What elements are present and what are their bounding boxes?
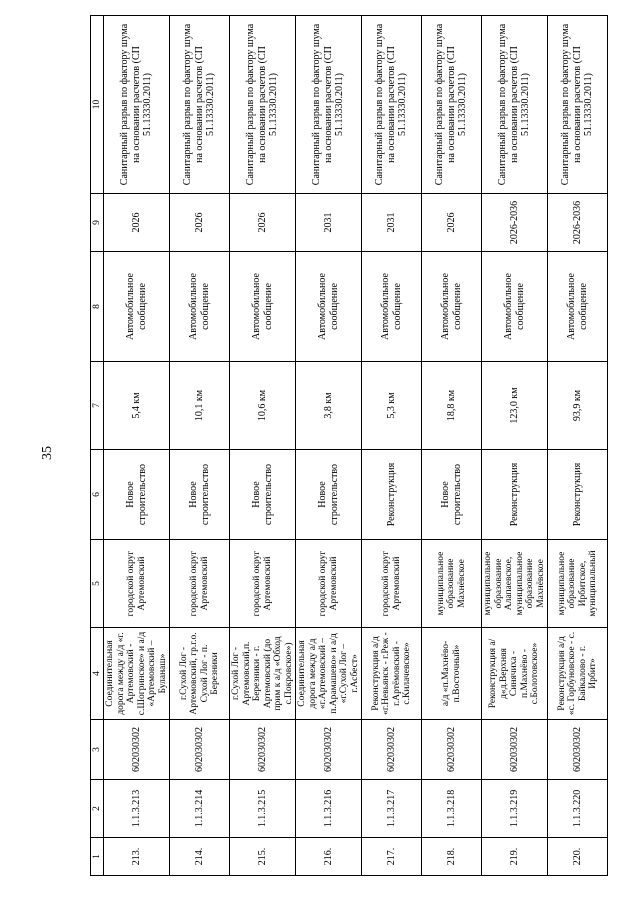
- year: 2031: [362, 194, 422, 252]
- object-name: Реконструкция а/д «г.Невьянск - г.Реж - г.Артёмовский - с.Килачевское»: [362, 628, 422, 720]
- row-number: 214.: [170, 838, 230, 876]
- length: 3,8 км: [296, 362, 362, 450]
- rotated-table-container: [90, 16, 598, 876]
- note: Санитарный разрыв по фактору шума на основании расчетов (СП 51.13330.2011): [548, 16, 608, 194]
- length: 18,8 км: [422, 362, 482, 450]
- work-type: Новое строительство: [296, 450, 362, 540]
- note: Санитарный разрыв по фактору шума на основании расчетов (СП 51.13330.2011): [362, 16, 422, 194]
- object-name: Соединительная дорога между а/д «г. Артемовский - с.Шогринское» и а/д «Артемовский – Буланаш»: [104, 628, 170, 720]
- object-code: 1.1.3.218: [422, 780, 482, 838]
- purpose: Автомобильное сообщение: [296, 252, 362, 362]
- row-number: 217.: [362, 838, 422, 876]
- work-type: Новое строительство: [230, 450, 296, 540]
- header-cell: 3: [91, 720, 104, 780]
- header-cell: 5: [91, 540, 104, 628]
- row-number: 213.: [104, 838, 170, 876]
- page-number: 35: [40, 446, 55, 460]
- header-cell: 10: [91, 16, 104, 194]
- note: Санитарный разрыв по фактору шума на основании расчетов (СП 51.13330.2011): [104, 16, 170, 194]
- okato-code: 602030302: [104, 720, 170, 780]
- okato-code: 602030302: [170, 720, 230, 780]
- table-row: [170, 16, 230, 876]
- object-code: 1.1.3.213: [104, 780, 170, 838]
- table-row: [230, 16, 296, 876]
- object-name: г.Сухой Лог - Артемовский, гр.г.о. Сухой Лог - п. Березники: [170, 628, 230, 720]
- okato-code: 602030302: [422, 720, 482, 780]
- year: 2026-2036: [482, 194, 548, 252]
- location: городской округ Артемовский: [296, 540, 362, 628]
- location: городской округ Артемовский: [104, 540, 170, 628]
- length: 10,1 км: [170, 362, 230, 450]
- okato-code: 602030302: [482, 720, 548, 780]
- note: Санитарный разрыв по фактору шума на основании расчетов (СП 51.13330.2011): [482, 16, 548, 194]
- year: 2026: [104, 194, 170, 252]
- year: 2026-2036: [548, 194, 608, 252]
- okato-code: 602030302: [230, 720, 296, 780]
- table-row: [296, 16, 362, 876]
- object-code: 1.1.3.220: [548, 780, 608, 838]
- purpose: Автомобильное сообщение: [230, 252, 296, 362]
- header-cell: 9: [91, 194, 104, 252]
- header-cell: 8: [91, 252, 104, 362]
- year: 2026: [230, 194, 296, 252]
- purpose: Автомобильное сообщение: [170, 252, 230, 362]
- purpose: Автомобильное сообщение: [482, 252, 548, 362]
- header-cell: 6: [91, 450, 104, 540]
- purpose: Автомобильное сообщение: [362, 252, 422, 362]
- purpose: Автомобильное сообщение: [422, 252, 482, 362]
- row-number: 215.: [230, 838, 296, 876]
- object-name: Соединительная дорога между а/д «г.Артемовский – п.Арамашево» и а/д «г.Сухой Лог – г.Асбест»: [296, 628, 362, 720]
- table-row: [482, 16, 548, 876]
- length: 123,0 км: [482, 362, 548, 450]
- row-number: 218.: [422, 838, 482, 876]
- note: Санитарный разрыв по фактору шума на основании расчетов (СП 51.13330.2011): [170, 16, 230, 194]
- okato-code: 602030302: [296, 720, 362, 780]
- table-row: [362, 16, 422, 876]
- header-row: [91, 16, 104, 876]
- object-code: 1.1.3.217: [362, 780, 422, 838]
- location: муниципальное образование Алапаевское, муниципальное образование Махнёвское: [482, 540, 548, 628]
- header-cell: 2: [91, 780, 104, 838]
- table-row: [422, 16, 482, 876]
- length: 5,3 км: [362, 362, 422, 450]
- work-type: Реконструкция: [482, 450, 548, 540]
- length: 5,4 км: [104, 362, 170, 450]
- purpose: Автомобильное сообщение: [548, 252, 608, 362]
- note: Санитарный разрыв по фактору шума на основании расчетов (СП 51.13330.2011): [296, 16, 362, 194]
- object-name: Реконструкция а/д «с. Горбуновское - с. Байкалово - г. Ирбит»: [548, 628, 608, 720]
- location: муниципальное образование Махнёвское: [422, 540, 482, 628]
- year: 2031: [296, 194, 362, 252]
- year: 2026: [422, 194, 482, 252]
- purpose: Автомобильное сообщение: [104, 252, 170, 362]
- object-code: 1.1.3.216: [296, 780, 362, 838]
- objects-table: [90, 15, 608, 876]
- location: городской округ Артемовский: [170, 540, 230, 628]
- work-type: Новое строительство: [104, 450, 170, 540]
- okato-code: 602030302: [362, 720, 422, 780]
- table-row: [548, 16, 608, 876]
- header-cell: 4: [91, 628, 104, 720]
- row-number: 216.: [296, 838, 362, 876]
- object-name: а/д «п.Махнёво- п.Восточный»: [422, 628, 482, 720]
- length: 10,6 км: [230, 362, 296, 450]
- work-type: Новое строительство: [422, 450, 482, 540]
- header-cell: 1: [91, 838, 104, 876]
- length: 93,9 км: [548, 362, 608, 450]
- table-row: [104, 16, 170, 876]
- location: городской округ Артемовский: [362, 540, 422, 628]
- work-type: Реконструкция: [548, 450, 608, 540]
- object-code: 1.1.3.215: [230, 780, 296, 838]
- object-code: 1.1.3.219: [482, 780, 548, 838]
- object-name: г.Сухой Лог - Артемовский,п. Березники - г. Артемовский (до прим к а/д «Обход с.Покровское»): [230, 628, 296, 720]
- year: 2026: [170, 194, 230, 252]
- okato-code: 602030302: [548, 720, 608, 780]
- note: Санитарный разрыв по фактору шума на основании расчетов (СП 51.13330.2011): [230, 16, 296, 194]
- location: городской округ Артемовский: [230, 540, 296, 628]
- header-cell: 7: [91, 362, 104, 450]
- row-number: 220.: [548, 838, 608, 876]
- row-number: 219.: [482, 838, 548, 876]
- work-type: Реконструкция: [362, 450, 422, 540]
- object-code: 1.1.3.214: [170, 780, 230, 838]
- note: Санитарный разрыв по фактору шума на основании расчетов (СП 51.13330.2011): [422, 16, 482, 194]
- object-name: Реконструкция а/д«д.Верхняя Синячиха - п.Махнёво - с.Болотовское»: [482, 628, 548, 720]
- work-type: Новое строительство: [170, 450, 230, 540]
- location: муниципальное образование Ирбитское, муниципальный: [548, 540, 608, 628]
